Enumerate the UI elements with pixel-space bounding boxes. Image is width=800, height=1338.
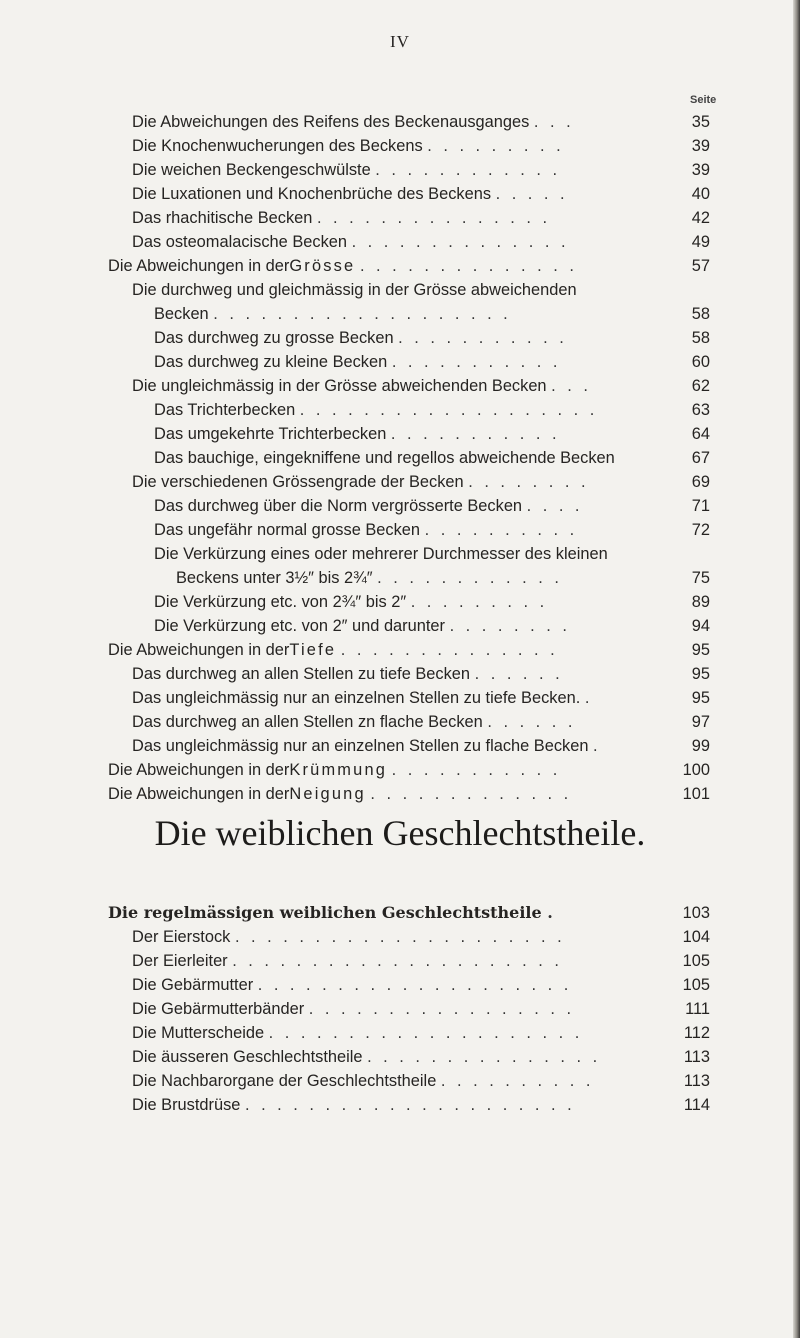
toc-page-number: 75 [691,569,710,587]
toc-entry: Die Abweichungen in derGrösse . . . . . . . . . . . . . . [108,257,578,275]
toc-entry: Die Abweichungen des Reifens des Beckenausganges . . . [132,113,575,131]
toc-entry: Der Eierleiter . . . . . . . . . . . . . . . . . . . . . [132,952,563,970]
section-heading: Die weiblichen Geschlechtstheile. [154,813,646,853]
toc-page-number: 113 [683,1072,710,1090]
toc-page-number: 105 [682,976,710,994]
toc-entry: Das ungefähr normal grosse Becken . . . . . . . . . . [154,521,578,539]
toc-entry: Die Abweichungen in derKrümmung . . . . . . . . . . . [108,761,561,779]
toc-entry: Die ungleichmässig in der Grösse abweichenden Becken . . . [132,377,592,395]
toc-entry: Das durchweg an allen Stellen zn flache Becken . . . . . . [132,713,576,731]
toc-page-number: 58 [691,329,710,347]
toc-page-number: 94 [691,617,710,635]
toc-page-number: 64 [691,425,710,443]
toc-entry: Das durchweg zu kleine Becken . . . . . . . . . . . [154,353,561,371]
toc-page-number: 67 [691,449,710,467]
toc-page-number: 62 [691,377,710,395]
toc-page-number: 113 [683,1048,710,1066]
toc-page-number: 111 [685,1000,710,1018]
toc-entry: Die Verkürzung etc. von 2¾″ bis 2″ . . . . . . . . . [154,593,548,611]
toc-entry: Die Gebärmutter . . . . . . . . . . . . . . . . . . . . [132,976,572,994]
toc-page-number: 101 [682,785,710,803]
toc-page-number: 40 [691,185,710,203]
toc-entry: Der Eierstock . . . . . . . . . . . . . . . . . . . . . [132,928,566,946]
toc-page-number: 105 [682,952,710,970]
toc-entry: Das durchweg zu grosse Becken . . . . . . . . . . . [154,329,568,347]
toc-entry: Die Abweichungen in derNeigung . . . . . . . . . . . . . [108,785,572,803]
toc-page-number: 72 [691,521,710,539]
toc-entry: Das ungleichmässig nur an einzelnen Stellen zu flache Becken . [132,737,602,755]
page-edge-shadow [793,0,800,1338]
toc-page-number: 39 [691,161,710,179]
toc-page-number: 97 [691,713,710,731]
toc-entry: Die Nachbarorgane der Geschlechtstheile . . . . . . . . . . [132,1072,594,1090]
toc-page-number: 57 [691,257,710,275]
toc-entry: Becken . . . . . . . . . . . . . . . . . . . [154,305,512,323]
toc-page-number: 100 [682,761,710,779]
toc-entry: Das osteomalacische Becken . . . . . . . . . . . . . . [132,233,570,251]
toc-page-number: 99 [691,737,710,755]
toc-page-number: 69 [691,473,710,491]
toc-entry: Die Verkürzung eines oder mehrerer Durchmesser des kleinen [154,545,608,563]
page-number: IV [390,32,410,51]
toc-entry: Das Trichterbecken . . . . . . . . . . . . . . . . . . . [154,401,598,419]
toc-entry: Beckens unter 3½″ bis 2¾″ . . . . . . . . . . . . [176,569,563,587]
toc-entry: Die Mutterscheide . . . . . . . . . . . . . . . . . . . . [132,1024,583,1042]
toc-entry: Die äusseren Geschlechtstheile . . . . . . . . . . . . . . . [132,1048,601,1066]
toc-page-number: 42 [691,209,710,227]
toc-page-number: 95 [691,665,710,683]
toc-page-number: 71 [691,497,710,515]
toc-page-number: 95 [691,689,710,707]
toc-page-number: 104 [682,928,710,946]
toc-page-number: 103 [682,904,710,922]
toc-page-number: 63 [691,401,710,419]
toc-entry: Die weichen Beckengeschwülste . . . . . . . . . . . . [132,161,561,179]
toc-entry: Das bauchige, eingekniffene und regellos abweichende Becken [154,449,615,467]
toc-entry: Die Luxationen und Knochenbrüche des Beckens . . . . . [132,185,569,203]
toc-entry: Die Gebärmutterbänder . . . . . . . . . . . . . . . . . [132,1000,575,1018]
toc-entry: Die Abweichungen in derTiefe . . . . . . . . . . . . . . [108,641,559,659]
toc-page-number: 89 [691,593,710,611]
toc-entry: Die Knochenwucherungen des Beckens . . . . . . . . . [132,137,565,155]
toc-entry: Das ungleichmässig nur an einzelnen Stellen zu tiefe Becken. . [132,689,593,707]
toc-page-number: 39 [691,137,710,155]
toc-entry: Die durchweg und gleichmässig in der Grösse abweichenden [132,281,577,299]
toc-entry: Die Verkürzung etc. von 2″ und darunter . . . . . . . . [154,617,571,635]
toc-page-number: 60 [691,353,710,371]
toc-entry: Die Brustdrüse . . . . . . . . . . . . . . . . . . . . . [132,1096,576,1114]
toc-entry: Die regelmässigen weiblichen Geschlechtstheile . [108,903,557,922]
toc-entry: Das durchweg an allen Stellen zu tiefe Becken . . . . . . [132,665,564,683]
toc-page-number: 114 [683,1096,710,1114]
page-column-label: Seite [690,94,717,106]
toc-page-number: 35 [691,113,710,131]
toc-entry: Das rhachitische Becken . . . . . . . . . . . . . . . [132,209,551,227]
toc-page-number: 49 [691,233,710,251]
toc-entry: Die verschiedenen Grössengrade der Becken . . . . . . . . [132,473,590,491]
toc-page-number: 58 [691,305,710,323]
toc-entry: Das durchweg über die Norm vergrösserte Becken . . . . [154,497,583,515]
toc-page-number: 112 [683,1024,710,1042]
toc-page-number: 95 [691,641,710,659]
toc-entry: Das umgekehrte Trichterbecken . . . . . . . . . . . [154,425,561,443]
